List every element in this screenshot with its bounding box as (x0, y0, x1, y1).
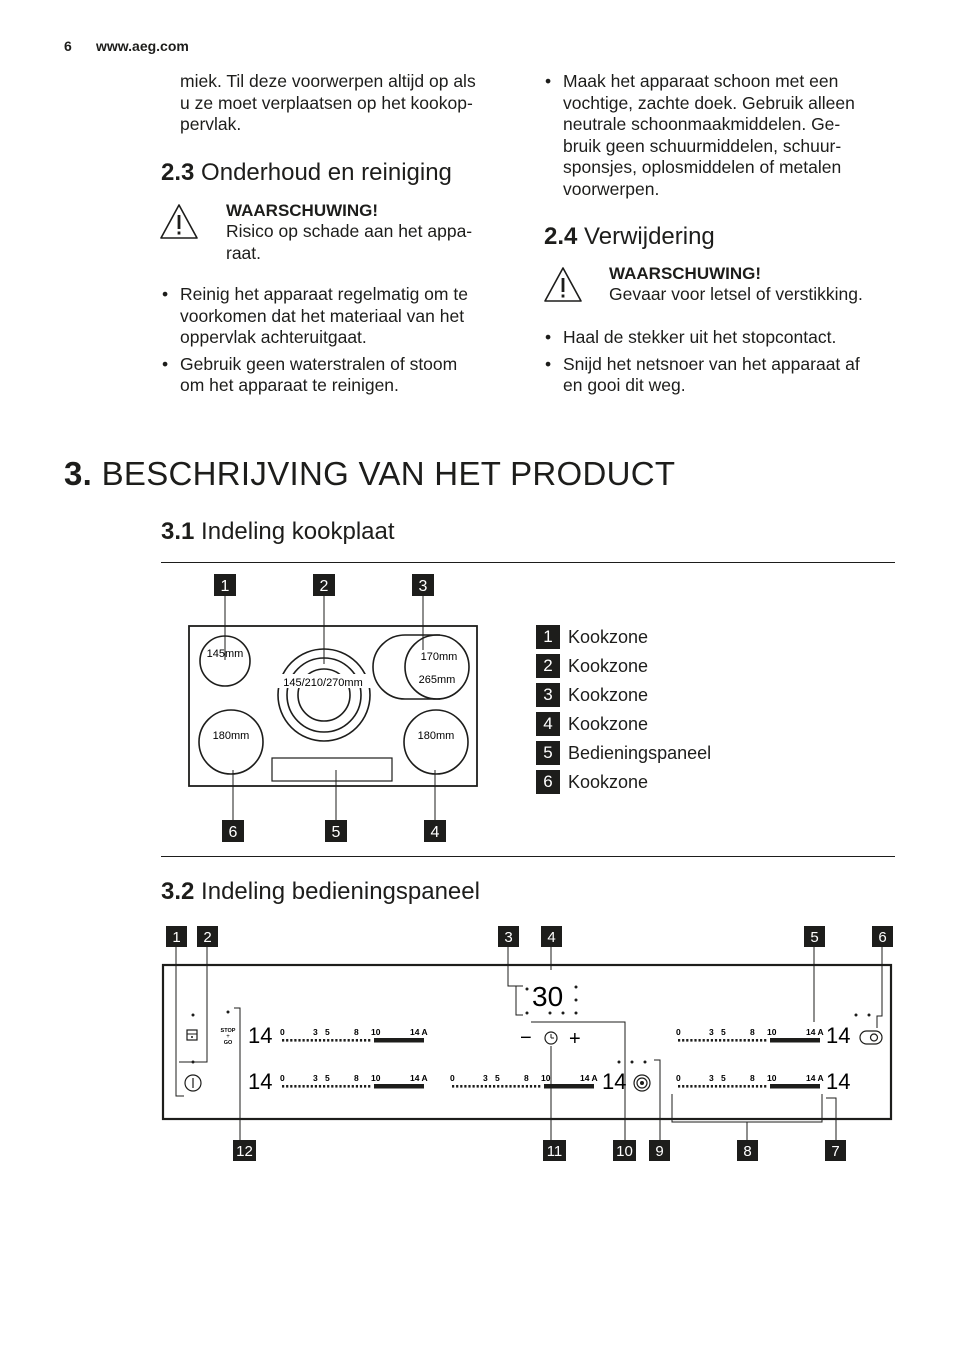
scale-dot (715, 1085, 717, 1088)
scale-dot (452, 1085, 454, 1088)
badge-5 (325, 820, 347, 842)
badge-1 (214, 574, 236, 596)
legend-item: 2 Kookzone (536, 654, 648, 678)
svg-text:3: 3 (504, 929, 513, 946)
scale-dot (740, 1085, 742, 1088)
badge-4 (424, 820, 446, 842)
scale-dot (678, 1039, 680, 1042)
svg-text:2: 2 (319, 578, 329, 595)
scale-label: 5 (495, 1073, 500, 1083)
scale-dot (760, 1085, 762, 1088)
scale-label: 8 (354, 1027, 359, 1037)
section-3-2-heading: 3.2 Indeling bedieningspaneel (161, 878, 480, 905)
svg-text:14: 14 (248, 1023, 273, 1048)
zone-display (248, 1023, 272, 1048)
divider (161, 562, 895, 563)
scale-dot (307, 1039, 309, 1042)
scale-dot (315, 1085, 317, 1088)
scale-dot (335, 1039, 337, 1042)
scale-dot (364, 1039, 366, 1042)
section-2-3-heading: 2.3 Onderhoud en reiniging (161, 159, 452, 186)
timer-display (516, 981, 578, 1015)
booster-icon[interactable] (634, 1075, 650, 1091)
scale-dot (489, 1085, 491, 1088)
scale-dot (711, 1085, 713, 1088)
header-url[interactable]: www.aeg.com (96, 38, 189, 54)
power-slider[interactable] (280, 1073, 428, 1089)
badge-6 (222, 820, 244, 842)
badge-1 (166, 926, 187, 947)
scale-dot (699, 1085, 701, 1088)
svg-text:7: 7 (831, 1143, 840, 1160)
scale-dot (319, 1039, 321, 1042)
scale-dot (331, 1039, 333, 1042)
scale-dot (360, 1039, 362, 1042)
intro-paragraph: miek. Til deze voorwerpen altijd op als u ze moet verplaatsen op het kookop- pervlak. (180, 71, 476, 134)
scale-dot (339, 1039, 341, 1042)
scale-dot (735, 1085, 737, 1088)
scale-dot (526, 1085, 528, 1088)
list-2-4 (544, 327, 904, 397)
badge-2 (197, 926, 218, 947)
timer-minus-button[interactable]: − (520, 1027, 532, 1049)
svg-text:10: 10 (616, 1143, 633, 1160)
cooking-zone-3 (373, 635, 469, 699)
zone-display: 14 (826, 1023, 851, 1048)
scale-bar (374, 1038, 424, 1043)
badge-12 (233, 1140, 256, 1161)
badge-7 (825, 1140, 846, 1161)
scale-dot (690, 1085, 692, 1088)
scale-dot (352, 1039, 354, 1042)
cooking-zone-6 (199, 710, 263, 774)
power-slider[interactable] (676, 1027, 824, 1043)
svg-text:2: 2 (203, 929, 212, 946)
power-slider[interactable] (450, 1073, 598, 1089)
scale-dot (682, 1085, 684, 1088)
scale-dot (731, 1085, 733, 1088)
svg-text:6: 6 (878, 929, 887, 946)
list-top-right (544, 71, 904, 200)
scale-dot (719, 1039, 721, 1042)
hob-diagram (180, 568, 500, 846)
list-item: • Snijd het netsnoer van het apparaat af en gooi dit weg. (544, 354, 904, 397)
scale-dot (694, 1085, 696, 1088)
list-item: • Reinig het apparaat regelmatig om te voorkomen dat het materiaal van het oppervlak achteruitgaat. (161, 284, 521, 349)
scale-dot (744, 1085, 746, 1088)
warning-triangle-icon (158, 202, 200, 242)
control-panel-diagram (158, 922, 898, 1164)
section-3-1-heading: 3.1 Indeling kookplaat (161, 518, 395, 545)
scale-label: 10 (371, 1073, 381, 1083)
scale-dot (748, 1039, 750, 1042)
power-slider[interactable] (280, 1027, 428, 1043)
scale-dot (707, 1085, 709, 1088)
scale-label: 3 (483, 1073, 488, 1083)
scale-dot (298, 1039, 300, 1042)
zone-display: 14 (248, 1069, 273, 1094)
scale-dot (319, 1085, 321, 1088)
svg-text:1: 1 (172, 929, 181, 946)
scale-dot (311, 1085, 313, 1088)
scale-dot (501, 1085, 503, 1088)
scale-dot (348, 1085, 350, 1088)
zone-display: 14 (826, 1069, 851, 1094)
scale-dot (368, 1039, 370, 1042)
scale-label: 10 (541, 1073, 551, 1083)
scale-dot (335, 1085, 337, 1088)
scale-dot (344, 1085, 346, 1088)
zone-6-label: 180mm (212, 730, 250, 742)
scale-dot (678, 1085, 680, 1088)
scale-dot (327, 1085, 329, 1088)
power-slider[interactable] (676, 1073, 824, 1089)
scale-dot (473, 1085, 475, 1088)
list-2-3 (161, 284, 521, 397)
svg-text:6: 6 (228, 824, 238, 841)
scale-dot (477, 1085, 479, 1088)
scale-dot (290, 1039, 292, 1042)
svg-text:12: 12 (236, 1143, 253, 1160)
badge-10 (613, 1140, 636, 1161)
scale-label: 5 (325, 1073, 330, 1083)
svg-text:1: 1 (220, 578, 230, 595)
zone-3-label-a: 170mm (420, 651, 458, 663)
scale-label: 0 (676, 1027, 681, 1037)
scale-label: 8 (750, 1027, 755, 1037)
scale-dot (348, 1039, 350, 1042)
scale-bar (374, 1084, 424, 1089)
scale-dot (282, 1039, 284, 1042)
scale-dot (764, 1085, 766, 1088)
scale-dot (307, 1085, 309, 1088)
scale-label: 0 (280, 1073, 285, 1083)
scale-dot (356, 1039, 358, 1042)
scale-dot (360, 1085, 362, 1088)
scale-dot (464, 1085, 466, 1088)
scale-dot (331, 1085, 333, 1088)
scale-dot (493, 1085, 495, 1088)
legend-item: 4 Kookzone (536, 712, 648, 736)
section-2-4-heading: 2.4 Verwijdering (544, 223, 715, 250)
scale-dot (530, 1085, 532, 1088)
scale-label: 5 (721, 1027, 726, 1037)
badge-11 (543, 1140, 566, 1161)
svg-text:11: 11 (546, 1143, 563, 1160)
scale-dot (538, 1085, 540, 1088)
scale-dot (699, 1039, 701, 1042)
scale-dot (756, 1085, 758, 1088)
warning-triangle-icon (542, 265, 584, 305)
scale-label: 3 (709, 1073, 714, 1083)
scale-dot (460, 1085, 462, 1088)
badge-5 (804, 926, 825, 947)
scale-label: 3 (313, 1027, 318, 1037)
legend-item: 3 Kookzone (536, 683, 648, 707)
scale-dot (735, 1039, 737, 1042)
scale-dot (703, 1085, 705, 1088)
scale-dot (356, 1085, 358, 1088)
scale-dot (352, 1085, 354, 1088)
scale-dot (723, 1039, 725, 1042)
badge-6 (872, 926, 893, 947)
svg-text:4: 4 (430, 824, 440, 841)
scale-dot (719, 1085, 721, 1088)
scale-label: 14 A (806, 1027, 824, 1037)
scale-dot (756, 1039, 758, 1042)
scale-dot (364, 1085, 366, 1088)
scale-dot (727, 1085, 729, 1088)
scale-dot (760, 1039, 762, 1042)
scale-dot (723, 1085, 725, 1088)
scale-bar (770, 1038, 820, 1043)
scale-bar (544, 1084, 594, 1089)
scale-dot (311, 1039, 313, 1042)
scale-label: 0 (280, 1027, 285, 1037)
scale-label: 8 (354, 1073, 359, 1083)
timer-plus-button[interactable]: + (569, 1028, 581, 1050)
lock-icon[interactable] (187, 1030, 197, 1040)
svg-text:GO: GO (223, 1040, 233, 1046)
scale-label: 14 A (806, 1073, 824, 1083)
scale-dot (509, 1085, 511, 1088)
scale-dot (468, 1085, 470, 1088)
scale-dot (298, 1085, 300, 1088)
scale-dot (286, 1085, 288, 1088)
badge-3 (412, 574, 434, 596)
scale-dot (456, 1085, 458, 1088)
scale-dot (707, 1039, 709, 1042)
stop-go-icon[interactable] (221, 1028, 236, 1046)
chapter-3-heading: 3. BESCHRIJVING VAN HET PRODUCT (64, 455, 676, 492)
scale-dot (686, 1039, 688, 1042)
scale-dot (368, 1085, 370, 1088)
warning-2-4: WAARSCHUWING! Gevaar voor letsel of verstikking. (609, 264, 863, 304)
badge-4 (541, 926, 562, 947)
scale-label: 3 (709, 1027, 714, 1037)
scale-dot (764, 1039, 766, 1042)
svg-text:4: 4 (547, 929, 556, 946)
svg-text:5: 5 (810, 929, 819, 946)
cooking-zone-4 (404, 710, 468, 774)
svg-text:STOP: STOP (220, 1028, 236, 1034)
scale-label: 10 (767, 1027, 777, 1037)
scale-dot (282, 1085, 284, 1088)
scale-dot (690, 1039, 692, 1042)
scale-dot (327, 1039, 329, 1042)
zone-2-label: 145/210/270mm (283, 677, 363, 689)
scale-dot (481, 1085, 483, 1088)
list-item: • Haal de stekker uit het stopcontact. (544, 327, 904, 349)
svg-text:30: 30 (532, 981, 564, 1012)
scale-label: 14 A (410, 1073, 428, 1083)
warning-2-3: WAARSCHUWING! Risico op schade aan het appa- raat. (226, 201, 473, 263)
scale-dot (315, 1039, 317, 1042)
scale-dot (303, 1039, 305, 1042)
scale-dot (518, 1085, 520, 1088)
legend-item: 1 Kookzone (536, 625, 648, 649)
scale-dot (522, 1085, 524, 1088)
scale-dot (294, 1085, 296, 1088)
scale-label: 5 (721, 1073, 726, 1083)
badge-3 (498, 926, 519, 947)
badge-9 (649, 1140, 670, 1161)
scale-label: 0 (450, 1073, 455, 1083)
scale-dot (727, 1039, 729, 1042)
scale-label: 10 (767, 1073, 777, 1083)
scale-label: 5 (325, 1027, 330, 1037)
scale-dot (740, 1039, 742, 1042)
scale-dot (485, 1085, 487, 1088)
scale-dot (694, 1039, 696, 1042)
svg-text:+: + (226, 1034, 230, 1040)
scale-dot (686, 1085, 688, 1088)
divider (161, 856, 895, 857)
scale-dot (715, 1039, 717, 1042)
power-icon[interactable] (185, 1075, 201, 1091)
list-item: • Maak het apparaat schoon met een vochtige, zachte doek. Gebruik alleen neutrale schoonmaakmiddelen. Ge- bruik geen schuurmiddelen, schuur- sponsjes, oplosmiddelen of metalen voorwerpen. (544, 71, 904, 200)
scale-dot (534, 1085, 536, 1088)
scale-dot (744, 1039, 746, 1042)
scale-label: 8 (524, 1073, 529, 1083)
scale-dot (497, 1085, 499, 1088)
zone-display: 14 (602, 1069, 627, 1094)
bridge-icon[interactable] (860, 1031, 882, 1044)
legend-item: 5 Bedieningspaneel (536, 741, 711, 765)
zone-1-label: 145mm (206, 648, 244, 660)
svg-text:3: 3 (418, 578, 428, 595)
scale-dot (752, 1039, 754, 1042)
scale-dot (339, 1085, 341, 1088)
zone-3-label-b: 265mm (418, 674, 456, 686)
scale-dot (344, 1039, 346, 1042)
scale-bar (770, 1084, 820, 1089)
control-panel-outline (272, 758, 392, 781)
scale-label: 14 A (580, 1073, 598, 1083)
scale-dot (323, 1039, 325, 1042)
scale-dot (703, 1039, 705, 1042)
zone-4-label: 180mm (417, 730, 455, 742)
scale-dot (731, 1039, 733, 1042)
scale-dot (290, 1085, 292, 1088)
scale-label: 0 (676, 1073, 681, 1083)
badge-2 (313, 574, 335, 596)
scale-dot (323, 1085, 325, 1088)
badge-8 (737, 1140, 758, 1161)
scale-dot (711, 1039, 713, 1042)
clock-icon[interactable] (545, 1032, 557, 1044)
scale-dot (505, 1085, 507, 1088)
scale-dot (748, 1085, 750, 1088)
scale-dot (682, 1039, 684, 1042)
svg-text:9: 9 (655, 1143, 664, 1160)
scale-dot (303, 1085, 305, 1088)
svg-text:8: 8 (743, 1143, 752, 1160)
legend-item: 6 Kookzone (536, 770, 648, 794)
scale-label: 3 (313, 1073, 318, 1083)
scale-label: 8 (750, 1073, 755, 1083)
page-number: 6 (64, 38, 72, 54)
scale-dot (514, 1085, 516, 1088)
scale-dot (752, 1085, 754, 1088)
scale-dot (286, 1039, 288, 1042)
scale-label: 14 A (410, 1027, 428, 1037)
svg-text:5: 5 (331, 824, 341, 841)
scale-dot (294, 1039, 296, 1042)
scale-label: 10 (371, 1027, 381, 1037)
list-item: • Gebruik geen waterstralen of stoom om het apparaat te reinigen. (161, 354, 521, 397)
